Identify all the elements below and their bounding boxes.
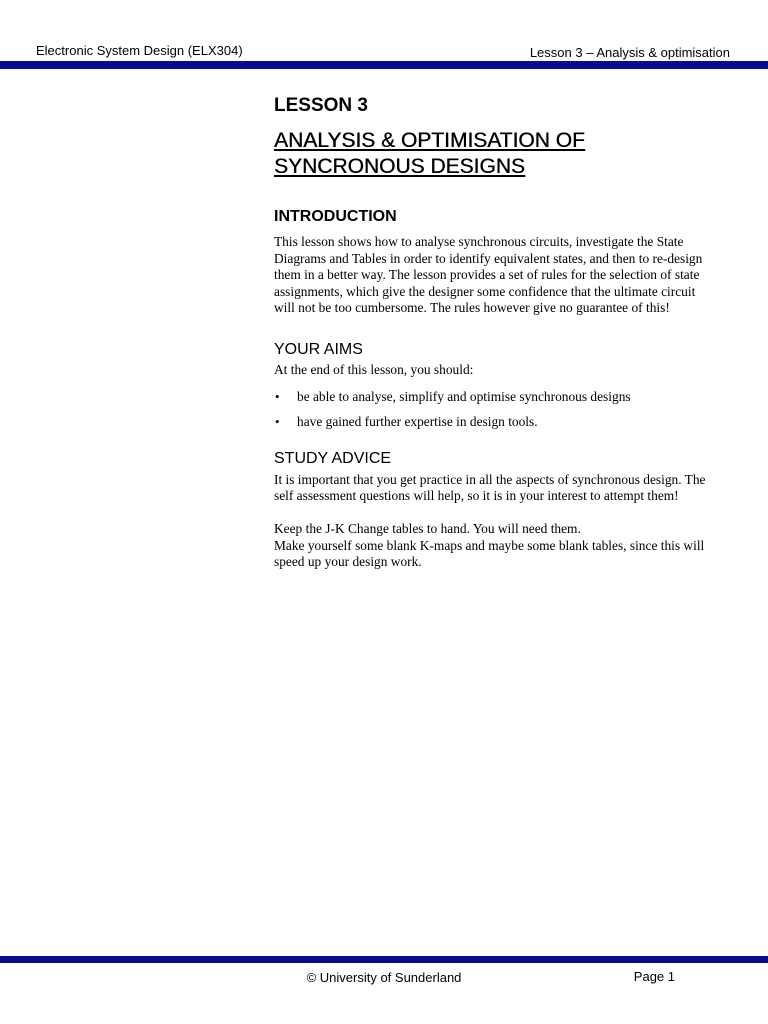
list-item [274,414,714,431]
study-keep-line2: Make yourself some blank K-maps and maybe some blank tables, since this will speed up your design work. [274,537,705,570]
lesson-title-line1: ANALYSIS & OPTIMISATION OF [274,129,585,152]
header-rule [0,61,768,69]
bullet-icon: • [275,414,280,430]
header-course-title: Electronic System Design (ELX304) [36,43,243,58]
lesson-title-line2: SYNCRONOUS DESIGNS [274,155,525,178]
footer-rule [0,956,768,963]
copyright-text: © University of Sunderland [306,970,462,985]
aims-intro: At the end of this lesson, you should: [274,361,474,377]
bullet-icon: • [275,388,280,404]
aims-item-text: be able to analyse, simplify and optimise synchronous designs [297,388,631,404]
page-content [274,93,714,571]
aims-item-text: have gained further expertise in design tools. [297,414,538,430]
header-lesson-title: Lesson 3 – Analysis & optimisation [529,45,730,60]
lesson-title [274,128,714,180]
study-text: It is important that you get practice in all the aspects of synchronous design. The self assessment questions will help, so it is in your interest to attempt them! [274,471,706,504]
aims-heading: YOUR AIMS [274,340,363,358]
list-item [274,389,714,406]
introduction-text: This lesson shows how to analyse synchronous circuits, investigate the State Diagrams and Tables in order to identify equivalent states, and then to re-design them in a better way. The lesson provides a set of rules for the selection of state assignments, which give the designer some confidence that the ultimate circuit will not be too cumbersome. The rules however give no guarantee of this! [274,234,703,316]
introduction-heading: INTRODUCTION [274,208,397,225]
study-heading: STUDY ADVICE [274,449,392,467]
aims-list [274,389,714,431]
lesson-number: LESSON 3 [274,95,368,116]
study-keep-line1: Keep the J-K Change tables to hand. You will need them. [274,520,581,536]
page-number: Page 1 [633,969,675,984]
